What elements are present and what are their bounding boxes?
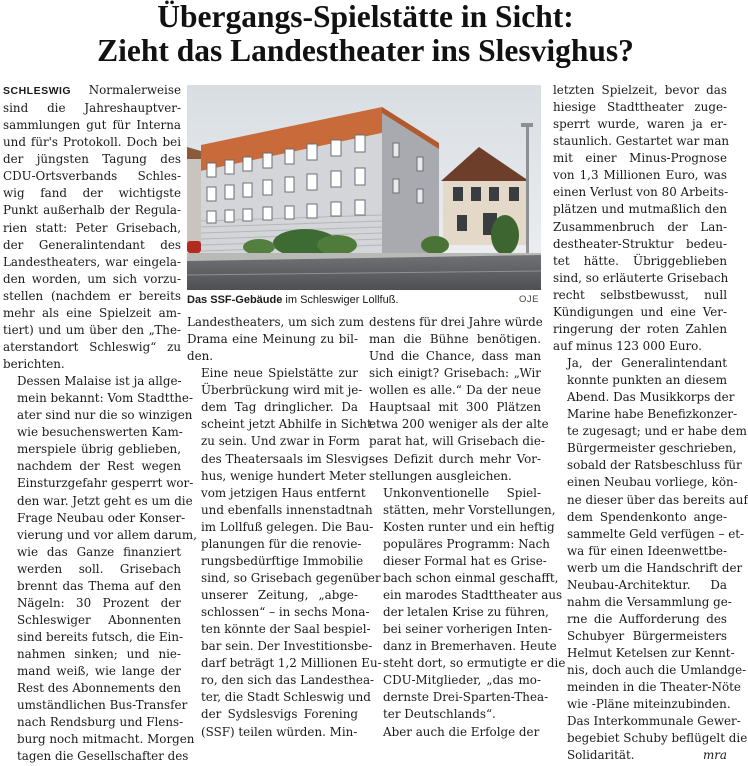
text-line: Und die Chance, dass man bbox=[369, 349, 541, 364]
text-line: nis, doch auch die Umlandge- bbox=[567, 663, 747, 678]
text-line-content: Normalerweise bbox=[88, 83, 181, 97]
article-paragraph bbox=[187, 365, 382, 740]
text-line: der Generalintendant des bbox=[3, 237, 181, 252]
text-line: Überbrückung wird mit je- bbox=[201, 383, 363, 398]
article-paragraph bbox=[369, 724, 541, 741]
text-line: der Sydslesvigs Forening bbox=[201, 707, 358, 722]
text-line: Schubyer Bürgermeisters bbox=[567, 629, 727, 643]
caption-bold: Das SSF-Gebäude bbox=[187, 294, 283, 306]
text-line: sind die Jahreshauptver- bbox=[3, 101, 181, 116]
text-line: wollen es alle.“ Da der neue bbox=[369, 383, 541, 398]
text-line: und für's Protokoll. Doch bei bbox=[3, 135, 181, 150]
text-line: Punkt außerhalb der Regula- bbox=[3, 203, 181, 218]
text-line: der letalen Krise zu führen, bbox=[383, 605, 549, 620]
text-line: populäres Programm: Nach bbox=[383, 536, 550, 551]
text-line: hus, wenige hundert Meter bbox=[201, 468, 366, 483]
text-line: wie -Pläne miteinzubinden. bbox=[567, 697, 731, 712]
text-line: nahm die Versammlung ge- bbox=[567, 594, 732, 609]
text-line: Das Interkommunale Gewer- bbox=[567, 714, 741, 729]
text-line: nachdem der Rest wegen bbox=[17, 459, 181, 474]
text-line: Helmut Ketelsen zur Kennt- bbox=[567, 646, 735, 661]
article-paragraph bbox=[369, 485, 566, 724]
text-line: rungsbedürftige Immobilie bbox=[201, 553, 364, 568]
text-line: ro, den sich das Landesthea- bbox=[201, 673, 375, 688]
text-line: stellungen ausgleichen. bbox=[369, 468, 512, 483]
text-line: planungen für die renovie- bbox=[201, 536, 362, 551]
article-paragraph bbox=[369, 314, 549, 485]
text-line: dieser Formal hat es Grise- bbox=[383, 553, 547, 568]
text-line: etwa 200 weniger als der alte bbox=[369, 417, 549, 432]
text-line: der jüngsten Tagung des bbox=[3, 152, 181, 167]
text-line: Hauptsaal mit 300 Plätzen bbox=[369, 400, 541, 415]
text-line: wa für einen Ideenwettbe- bbox=[567, 543, 727, 558]
text-line: Eine neue Spielstätte zur bbox=[201, 366, 358, 381]
text-line: mein bekannt: Vom Stadtthe- bbox=[17, 391, 193, 406]
headline-line-1: Übergangs-Spielstätte in Sicht: bbox=[157, 0, 574, 34]
text-line: werden soll. Grisebach bbox=[17, 561, 181, 576]
text-line: dem Tag dringlicher. Da bbox=[201, 400, 358, 415]
text-line: hiesige Stadttheater zuge- bbox=[553, 100, 727, 115]
article-column-1 bbox=[3, 82, 197, 766]
text-line: den. bbox=[187, 349, 214, 364]
text-line: schlossen“ – in sechs Mona- bbox=[201, 605, 370, 620]
caption-text: im Schleswiger Lollfuß. bbox=[282, 294, 399, 306]
text-line: Kosten runter und ein heftig bbox=[383, 519, 555, 534]
text-line bbox=[3, 82, 181, 100]
text-line: sammelte Geld verfügen – et- bbox=[567, 526, 745, 541]
text-line: brennt das Thema auf den bbox=[17, 578, 181, 593]
text-line: bach schon einmal geschafft, bbox=[383, 570, 559, 585]
text-line: sammlungen gut für Interna bbox=[3, 118, 181, 133]
text-line: zu sein. Und zwar in Form bbox=[201, 434, 360, 449]
text-line: mit einer Minus-Prognose bbox=[553, 151, 727, 166]
text-line: berichten. bbox=[3, 357, 65, 371]
article-paragraph bbox=[187, 314, 365, 365]
text-line bbox=[553, 747, 727, 764]
text-line: sind, so erläuterte Grisebach bbox=[553, 270, 729, 285]
text-line: ten könnte der Saal bespiel- bbox=[201, 622, 371, 637]
photo-credit: OJE bbox=[519, 294, 539, 305]
text-line: bar sein. Der Investitionsbe- bbox=[201, 639, 373, 654]
text-line: begebiet Schuby beflügelt die bbox=[567, 731, 748, 746]
text-line: tet hätte. Übriggeblieben bbox=[553, 253, 727, 268]
text-line: einen Neubau vorliege, kön- bbox=[567, 475, 738, 490]
text-line: (SSF) teilen würden. Min- bbox=[201, 724, 358, 739]
text-line: danz in Bremerhaven. Heute bbox=[383, 639, 557, 654]
text-line: Landestheaters, war eingela- bbox=[3, 254, 181, 269]
text-line: unserer Zeitung, „abge- bbox=[201, 588, 358, 602]
article-paragraph bbox=[553, 82, 730, 355]
text-line: werb um die Handschrift der bbox=[567, 560, 743, 575]
text-line: Rest des Abonnements den bbox=[17, 681, 181, 696]
text-line: stätten, mehr Vorstellungen, bbox=[383, 502, 556, 517]
text-line: ne dieser über das bereits auf bbox=[567, 492, 748, 507]
text-line: nach Rendsburg und Flens- bbox=[17, 715, 184, 730]
text-line: bei seiner vorherigen Inten- bbox=[383, 622, 553, 637]
text-line: darf beträgt 1,2 Millionen Eu- bbox=[201, 656, 382, 671]
text-line: steht dort, so ermutigte er die bbox=[383, 656, 566, 671]
text-line: destens für drei Jahre würde bbox=[369, 315, 543, 329]
text-line: Drama eine Meinung zu bil- bbox=[187, 332, 358, 347]
article-photo bbox=[187, 85, 541, 290]
text-line: Zusammenbruch der Lan- bbox=[553, 219, 727, 234]
text-line: rien statt: Peter Grisebach, bbox=[3, 220, 181, 235]
text-line: Nägeln: 30 Prozent der bbox=[17, 595, 181, 610]
text-line: Schleswiger Abonnenten bbox=[17, 612, 181, 627]
text-line: einen Verlust von 80 Arbeits- bbox=[553, 185, 729, 200]
text-line: Ja, der Generalintendant bbox=[567, 356, 727, 370]
text-line: Landestheaters, um sich zum bbox=[187, 315, 365, 329]
article-paragraph bbox=[553, 355, 748, 765]
text-line: tagen die Gesellschafter des bbox=[17, 749, 189, 764]
text-line: rne die Aufforderung des bbox=[567, 611, 727, 626]
article-column-4 bbox=[553, 82, 748, 765]
text-line: CDU-Ortsverbands Schles- bbox=[3, 169, 181, 184]
text-line: und ebenfalls innenstadtnah bbox=[201, 502, 373, 517]
text-line: ter, die Stadt Schleswig und bbox=[201, 690, 371, 705]
text-line: ater sind nur die so winzigen bbox=[17, 408, 193, 423]
text-line: sind bereits futsch, die Ein- bbox=[17, 630, 183, 644]
text-line: sperrt wurde, waren ja er- bbox=[553, 117, 727, 132]
headline bbox=[0, 0, 731, 68]
text-line: Kündigungen und eine Ver- bbox=[553, 304, 727, 319]
text-line: Unkonventionelle Spiel- bbox=[383, 485, 541, 500]
text-line: recht selbstbewusst, null bbox=[553, 287, 727, 302]
text-line: sich einigt? Grisebach: „Wir bbox=[369, 366, 541, 381]
text-line: ses Defizit durch mehr Vor- bbox=[369, 451, 541, 466]
text-line: Einsturzgefahr gesperrt wor- bbox=[17, 476, 194, 491]
text-line-content: Solidarität. bbox=[567, 748, 635, 763]
text-line: Aber auch die Erfolge der bbox=[383, 724, 540, 739]
text-line: sind, so Grisebach gegenüber bbox=[201, 570, 381, 585]
headline-line-2: Zieht das Landestheater ins Slesvighus? bbox=[97, 33, 634, 68]
text-line: staunlich. Gestartet war man bbox=[553, 134, 730, 149]
text-line: wie besuchenswerten Kam- bbox=[17, 425, 183, 440]
text-line: Dessen Malaise ist ja allge- bbox=[17, 374, 182, 389]
text-line: dem Spendenkonto ange- bbox=[567, 509, 727, 524]
article-column-3 bbox=[369, 314, 566, 741]
text-line: Frage Neubau oder Konser- bbox=[17, 510, 186, 525]
text-line: wig fand der wichtigste bbox=[3, 186, 181, 201]
text-line: ringerung der roten Zahlen bbox=[553, 321, 727, 336]
text-line: im Lollfuß gelegen. Die Bau- bbox=[201, 519, 374, 534]
text-line: vom jetzigen Haus entfernt bbox=[201, 485, 366, 500]
text-line: Neubau-Architektur. Da bbox=[567, 577, 727, 592]
text-line: Bürgermeister geschrieben, bbox=[567, 441, 737, 456]
text-line: nahmen sinken; und nie- bbox=[17, 647, 181, 662]
dateline: SCHLESWIG bbox=[3, 85, 72, 97]
text-line: stellen (nachdem er bereits bbox=[3, 288, 181, 303]
text-line: wie das Ganze finanziert bbox=[17, 544, 181, 559]
text-line: den worden, um sich vorzu- bbox=[3, 271, 181, 286]
text-line: mand weiß, wie lange der bbox=[17, 664, 181, 679]
text-line: ein marodes Stadttheater aus bbox=[383, 588, 563, 602]
article-column-2 bbox=[187, 314, 382, 741]
text-line: te zugesagt; und er habe dem bbox=[567, 424, 747, 439]
article-paragraph bbox=[3, 373, 197, 765]
text-line: tiert) und um über den „The- bbox=[3, 322, 181, 337]
text-line: dernste Drei-Sparten-Thea- bbox=[383, 690, 549, 705]
text-line: Marine habe Benefizkonzer- bbox=[567, 407, 738, 422]
text-line: vierung und vor allem darum, bbox=[17, 527, 197, 542]
text-line: von 1,3 Millionen Euro, was bbox=[553, 168, 727, 183]
text-line: meinden in die Theater-Nöte bbox=[567, 680, 741, 695]
author-signature: mra bbox=[702, 748, 727, 763]
text-line: den war. Jetzt geht es um die bbox=[17, 493, 193, 508]
text-line: sobald der Ratsbeschluss für bbox=[567, 458, 742, 473]
text-line: umständlichen Bus-Transfer bbox=[17, 698, 188, 713]
text-line: man die Bühne benötigen. bbox=[369, 332, 541, 347]
text-line: burg noch mitmacht. Morgen bbox=[17, 732, 195, 747]
text-line: letzten Spielzeit, bevor das bbox=[553, 83, 727, 97]
text-line: merspiele übrig geblieben, bbox=[17, 442, 181, 457]
text-line: scheint jetzt Abhilfe in Sicht bbox=[201, 417, 372, 432]
text-line: des Theatersaals im Slesvig- bbox=[201, 451, 373, 466]
text-line: ter Deutschlands“. bbox=[383, 707, 496, 722]
text-line: parat hat, will Grisebach die- bbox=[369, 434, 545, 449]
text-line: Abend. Das Musikkorps der bbox=[567, 390, 735, 405]
text-line: CDU-Mitglieder, „das mo- bbox=[383, 673, 541, 688]
text-line: mehr als eine Spielzeit am- bbox=[3, 305, 181, 320]
text-line: plätzen und mutmaßlich den bbox=[553, 202, 727, 217]
text-line: auf minus 123 000 Euro. bbox=[553, 338, 702, 353]
text-line: destheater-Struktur bedeu- bbox=[553, 236, 727, 251]
ssf-building-illustration bbox=[187, 85, 541, 290]
text-line: aterstandort Schleswig“ zu bbox=[3, 339, 181, 354]
article-paragraph bbox=[3, 82, 181, 373]
photo-caption bbox=[187, 293, 541, 307]
text-line: konnte punkten an diesem bbox=[567, 373, 728, 388]
